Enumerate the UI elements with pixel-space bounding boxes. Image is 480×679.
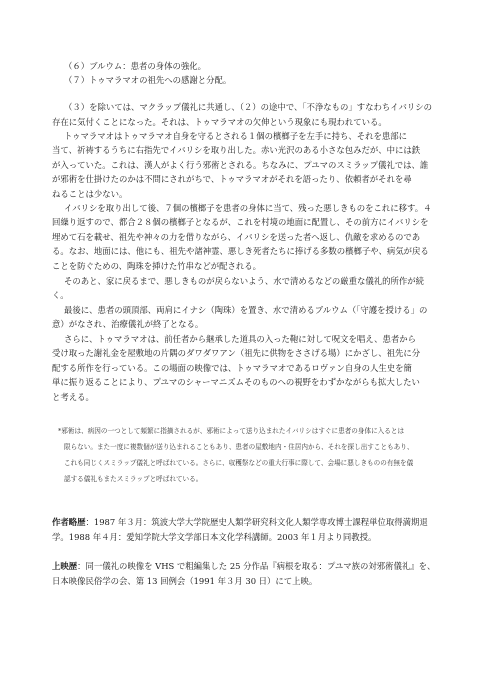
author-bio-label: 作者略歴 xyxy=(52,517,86,527)
paragraph-line: 単に振り返ることにより、プユマのシャーマニズムそのものへの視野をわずかながらも拡大したい xyxy=(52,377,420,387)
paragraph-line: 最後に、患者の頭頂部、両肩にイナシ（陶珠）を置き、水で清めるブルウム（「守護を授ける」の xyxy=(64,305,428,315)
author-bio-line xyxy=(52,517,428,528)
paragraph-line: そのあと、家に戻るまで、悪しきものが戻らないよう、水で清めるなどの厳重な儀礼的所作が続 xyxy=(64,276,424,286)
screening-history-label: 上映歴 xyxy=(52,561,78,571)
paragraph-line: 埋めて石を載せ、祖先や神々の力を借りながら、イバリシを送った者へ返し、仇敵を求めるのであ xyxy=(52,232,421,242)
paragraph-line: く。 xyxy=(52,290,69,300)
paragraph-line: ねることは少ない。 xyxy=(52,189,128,199)
paragraph-line: 存在に気付くことになった。それは、トゥマラマオの欠伸という現象にも現われている。 xyxy=(52,117,387,127)
paragraph-line: イバリシを取り出して後、７個の檳榔子を患者の身体に当て、残った悪しきものをこれに移す。４ xyxy=(64,203,432,213)
paragraph-line: が邪術を仕掛けたのかは不問にされがちで、トゥマラマオがそれを語ったり、依頼者がそれを尋 xyxy=(52,174,412,184)
paragraph-line: 回繰り返すので、都合２８個の檳榔子となるが、これを村境の地面に配置し、その前方にイバリシを xyxy=(52,217,429,227)
paragraph-line: る。なお、地面には、他にも、祖先や諸神霊、悪しき死者たちに捧げる多数の檳榔子や、病気が戻る xyxy=(52,246,429,256)
paragraph-line: さらに、トゥマラマオは、前任者から継承した道具の入った鞄に対して呪文を唱え、患者から xyxy=(64,334,417,344)
screening-history-text: ：同一儀礼の映像を VHS で粗編集した 25 分作品『病根を取る：プユマ族の対邪術儀礼』を、 xyxy=(77,561,436,571)
footnote-line: これも同じくスミラップ儀礼と呼ばれている。さらに、収穫祭などの重大行事に際して、会場に悪しきものの有無を儀 xyxy=(64,459,414,467)
author-bio-line: 学。1988 年４月：愛知学院大学文学部日本文化学科講師。2003 年１月より同教授。 xyxy=(52,532,377,542)
paragraph-line: 意）がなされ、治療儀礼が終了となる。 xyxy=(52,319,204,329)
paragraph-line: 当て、祈祷するうちに右指先でイバリシを取り出した。赤い光沢のある小さな包みだが、中には鉄 xyxy=(52,145,421,155)
paragraph-line: トゥマラマオはトゥマラマオ自身を守るとされる１個の檳榔子を左手に持ち、それを患部に xyxy=(64,131,407,141)
list-item: （７）トゥマラマオの祖先への感謝と分配。 xyxy=(64,75,232,85)
paragraph-line: 配する所作を行っている。この場面の映像では、トゥマラマオであるロヴァン自身の人生史を簡 xyxy=(52,363,412,373)
paragraph-line: と考える。 xyxy=(52,392,94,402)
footnote-line: 限らない。また一度に複数個が送り込まれることもあり、患者の屋敷地内・住居内から、それを探し出すこともあり、 xyxy=(64,443,414,451)
author-bio-text: ：1987 年３月：筑波大学大学院歴史人類学研究科文化人類学専攻博士課程単位取得満期退 xyxy=(85,517,428,527)
paragraph-line: ことを防ぐための、陶珠を挿けた竹串などが配される。 xyxy=(52,261,262,271)
footnote-line: *邪術は、病因の一つとして頻繁に指摘されるが、邪術によって送り込まれたイバリシはすぐに患者の身体に入るとは xyxy=(58,427,405,435)
screening-history-line xyxy=(52,561,435,572)
paragraph-line: （３）を除いては、マクラップ儀礼に共通し、（２）の途中で、「不浄なもの」すなわちイバリシの xyxy=(64,102,432,112)
screening-history-line: 日本映像民俗学の会、第 13 回例会（1991 年３月 30 日）にて上映。 xyxy=(52,576,318,586)
list-item: （６）ブルウム：患者の身体の強化。 xyxy=(64,61,206,71)
paragraph-line: が入っていた。これは、漢人がよく行う邪術とされる。ちなみに、プユマのスミラップ儀礼では、誰 xyxy=(52,160,429,170)
footnote-line: 認する儀礼もまたスミラップと呼ばれている。 xyxy=(64,475,203,483)
paragraph-line: 受け取った謝礼金を屋敷地の片隅のダワダワアン（祖先に供物をささげる場）にかざし、祖先に分 xyxy=(52,348,421,358)
